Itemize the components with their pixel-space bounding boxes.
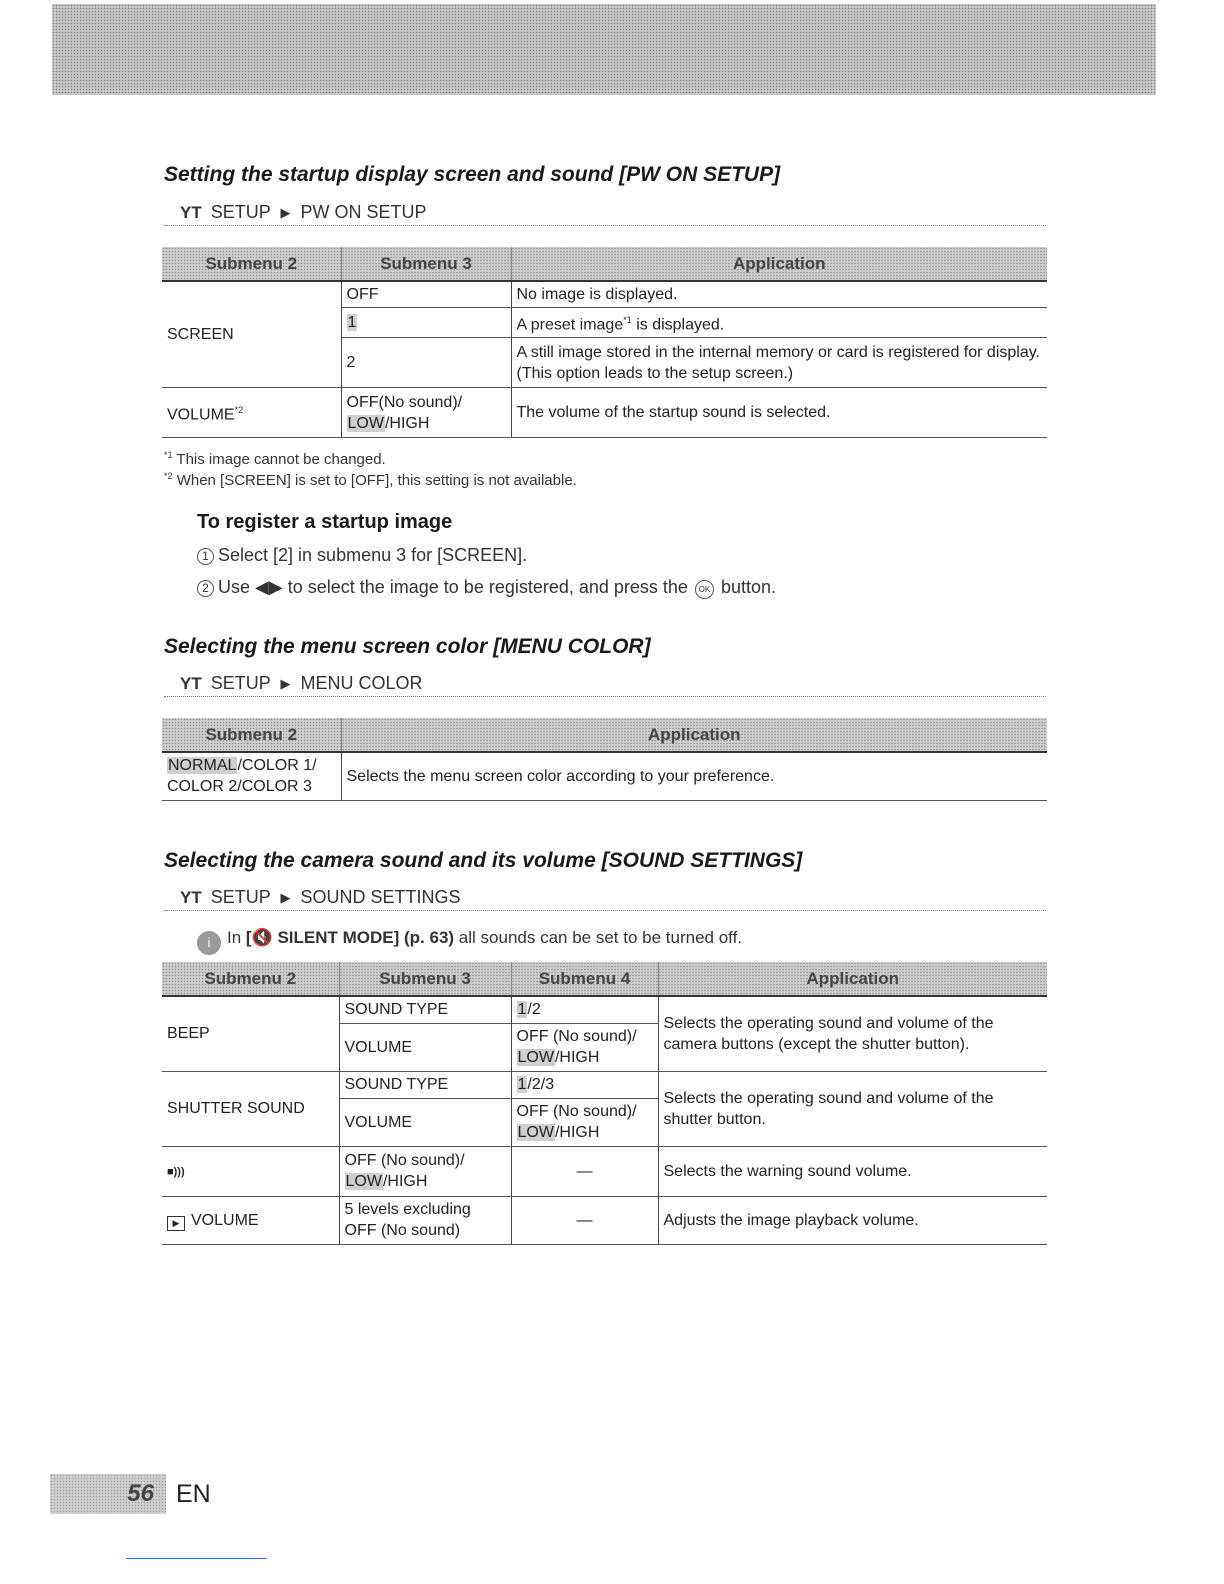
register-step-2: 2 Use ◀▶ to select the image to be registered, and press the OK button. <box>197 577 776 599</box>
submenu3-cell: 2 <box>341 338 511 388</box>
header-application: Application <box>658 962 1047 996</box>
submenu4-cell: OFF (No sound)/ LOW/HIGH <box>511 1098 658 1146</box>
menu-path-menu-color <box>164 671 1046 697</box>
submenu4-cell: OFF (No sound)/ LOW/HIGH <box>511 1023 658 1071</box>
arrow-keys-icon: ◀▶ <box>255 577 283 597</box>
path-setup-label: SETUP <box>210 887 271 907</box>
page-language: EN <box>176 1480 211 1508</box>
header-application: Application <box>341 718 1047 752</box>
header-submenu-3: Submenu 3 <box>341 247 511 281</box>
application-cell: A still image stored in the internal memory or card is registered for display. (This option leads to the setup screen.) <box>511 338 1047 388</box>
bottom-divider <box>126 1558 267 1559</box>
table-row <box>162 281 1047 308</box>
beep-cell: BEEP <box>162 996 339 1071</box>
section-title-menu-color: Selecting the menu screen color [MENU COLOR] <box>164 635 651 658</box>
setup-icon: YT <box>180 203 202 222</box>
warning-sound-icon: ■))) <box>167 1165 185 1178</box>
table-header-row <box>162 962 1047 996</box>
submenu3-cell: OFF(No sound)/ LOW/HIGH <box>341 388 511 438</box>
ok-button-icon: OK <box>695 580 714 599</box>
path-setup-label: SETUP <box>210 202 271 222</box>
submenu4-cell: — <box>511 1146 658 1196</box>
submenu3-cell: SOUND TYPE <box>339 1071 511 1098</box>
submenu3-cell: VOLUME <box>339 1098 511 1146</box>
setup-icon: YT <box>180 674 202 693</box>
submenu2-cell: NORMAL/COLOR 1/ COLOR 2/COLOR 3 <box>162 752 341 800</box>
path-setup-label: SETUP <box>210 673 271 693</box>
submenu3-cell: 5 levels excluding OFF (No sound) <box>339 1196 511 1244</box>
path-arrow-icon: ▶ <box>280 205 291 220</box>
header-submenu-4: Submenu 4 <box>511 962 658 996</box>
application-cell: The volume of the startup sound is selected. <box>511 388 1047 438</box>
submenu3-cell: 1 <box>341 308 511 338</box>
sound-settings-table <box>162 962 1047 1245</box>
submenu3-cell: VOLUME <box>339 1023 511 1071</box>
header-submenu-3: Submenu 3 <box>339 962 511 996</box>
table-header-row <box>162 718 1047 752</box>
playback-volume-cell: ▶ VOLUME <box>162 1196 339 1244</box>
application-cell: Selects the operating sound and volume of the shutter button. <box>658 1071 1047 1146</box>
step-number-1-icon: 1 <box>197 548 214 565</box>
warning-sound-cell <box>162 1146 339 1196</box>
header-application: Application <box>511 247 1047 281</box>
application-cell: Selects the operating sound and volume of the camera buttons (except the shutter button). <box>658 996 1047 1071</box>
path-item-label: MENU COLOR <box>300 673 423 693</box>
submenu3-cell: SOUND TYPE <box>339 996 511 1023</box>
table-header-row <box>162 247 1047 281</box>
footnote-2: $^{*2}$ When [SCREEN] is set to [OFF], this setting is not available. <box>164 471 577 489</box>
page-number: 56 <box>50 1474 166 1514</box>
submenu3-cell: OFF <box>341 281 511 308</box>
header-submenu-2: Submenu 2 <box>162 247 341 281</box>
register-step-1: 1 Select [2] in submenu 3 for [SCREEN]. <box>197 545 527 566</box>
menu-color-table <box>162 718 1047 801</box>
table-row <box>162 1071 1047 1098</box>
submenu4-cell: — <box>511 1196 658 1244</box>
path-item-label: PW ON SETUP <box>300 202 427 222</box>
header-band <box>52 4 1156 95</box>
playback-icon: ▶ <box>167 1216 185 1231</box>
table-row <box>162 388 1047 438</box>
application-cell: Selects the menu screen color according to your preference. <box>341 752 1047 800</box>
menu-path-sound-settings <box>164 885 1046 911</box>
step-number-2-icon: 2 <box>197 580 214 597</box>
pw-on-setup-table <box>162 247 1047 438</box>
table-row <box>162 996 1047 1023</box>
table-row <box>162 1196 1047 1244</box>
screen-cell: SCREEN <box>162 281 341 388</box>
header-submenu-2: Submenu 2 <box>162 718 341 752</box>
table-row <box>162 1146 1047 1196</box>
section-title-sound-settings: Selecting the camera sound and its volume [SOUND SETTINGS] <box>164 849 803 872</box>
submenu4-cell: 1/2/3 <box>511 1071 658 1098</box>
submenu3-cell: OFF (No sound)/ LOW/HIGH <box>339 1146 511 1196</box>
path-arrow-icon: ▶ <box>280 676 291 691</box>
path-arrow-icon: ▶ <box>280 890 291 905</box>
submenu4-cell: 1/2 <box>511 996 658 1023</box>
path-item-label: SOUND SETTINGS <box>300 887 461 907</box>
application-cell: A preset image$^{*1}$ is displayed. <box>511 308 1047 338</box>
table-row <box>162 752 1047 800</box>
application-cell: Selects the warning sound volume. <box>658 1146 1047 1196</box>
register-startup-image-heading: To register a startup image <box>197 511 453 533</box>
footnote-1: $^{*1}$ This image cannot be changed. <box>164 450 386 468</box>
application-cell: Adjusts the image playback volume. <box>658 1196 1047 1244</box>
application-cell: No image is displayed. <box>511 281 1047 308</box>
menu-path-pw-on-setup <box>164 200 1046 226</box>
section-title-pw-on-setup: Setting the startup display screen and sound [PW ON SETUP] <box>164 163 781 186</box>
info-icon: i <box>197 931 221 955</box>
header-submenu-2: Submenu 2 <box>162 962 339 996</box>
volume-cell: VOLUME$^{*2}$ <box>162 388 341 438</box>
silent-mode-note: i In [🔇 SILENT MODE] (p. 63) all sounds can be set to be turned off. <box>197 928 742 955</box>
setup-icon: YT <box>180 888 202 907</box>
shutter-sound-cell: SHUTTER SOUND <box>162 1071 339 1146</box>
